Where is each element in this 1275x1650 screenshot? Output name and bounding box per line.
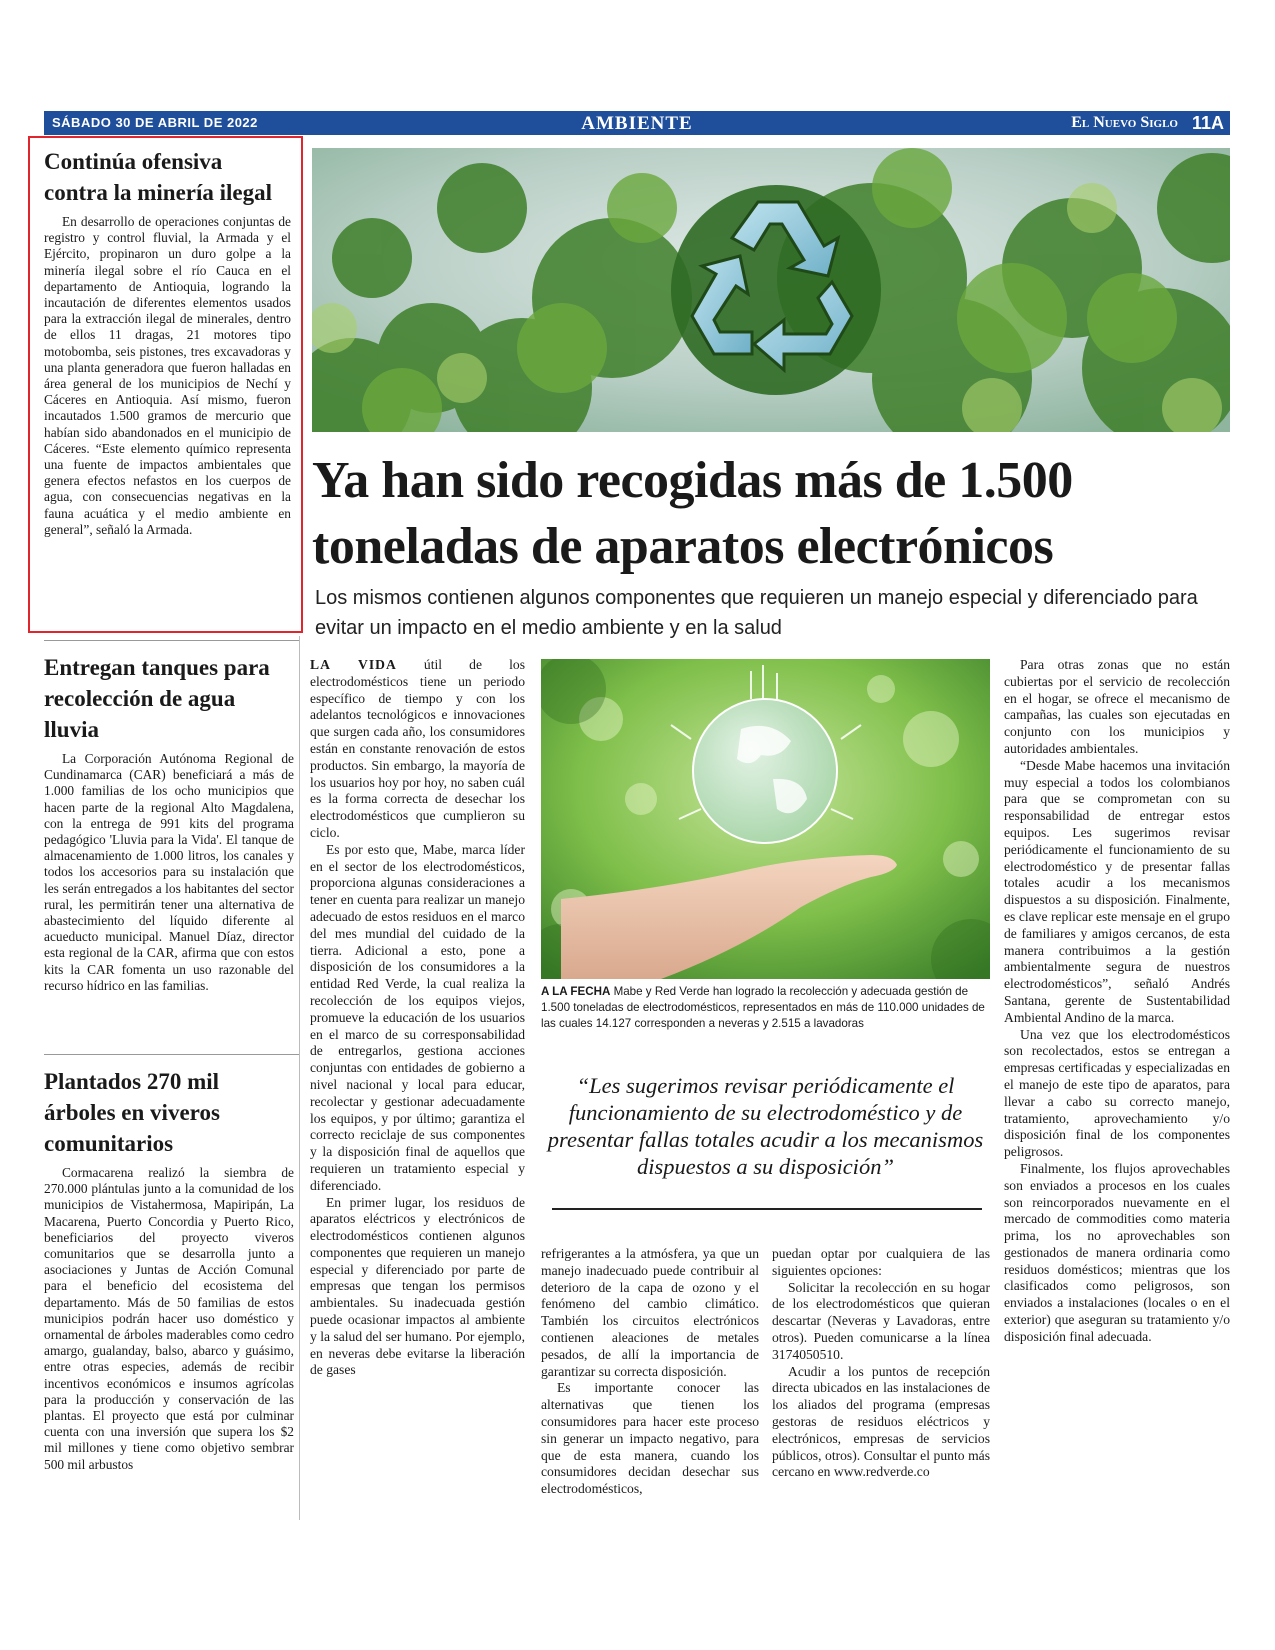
brief-mineria [44, 146, 291, 538]
article-paragraph: Solicitar la recolección en su hogar de los electrodomésticos que quieran descartar (Neveras y Lavadoras, entre otros). Pueden comunicarse a la línea 3174050510. [772, 1279, 990, 1362]
caption-lead: A LA FECHA [541, 985, 611, 998]
article-column-1 [310, 657, 525, 1379]
divider [44, 640, 299, 641]
article-paragraph: Es importante conocer las alternativas que tienen los consumidores para hacer este proceso sin generar un impacto negativo, para que de esta manera, cuando los consumidores decidan desechar sus electrodomésticos, [541, 1380, 759, 1497]
page-header-bar [44, 111, 1230, 135]
article-subhead: Los mismos contienen algunos componentes que requieren un manejo especial y diferenciado para evitar un impacto en el medio ambiente y en la salud [315, 587, 1198, 639]
caption-text: Mabe y Red Verde han logrado la recolección y adecuada gestión de 1.500 toneladas de electrodomésticos, representados en más de 110.000 unidades de las cuales 14.127 corresponden a neveras y 2.515 a lavadoras [541, 985, 985, 1030]
article-column-2 [541, 1246, 759, 1498]
issue-date: SÁBADO 30 DE ABRIL DE 2022 [52, 115, 258, 130]
article-paragraph: puedan optar por cualquiera de las siguientes opciones: [772, 1246, 990, 1278]
brief-tanques [44, 652, 294, 994]
hand-holding-globe-photo [541, 659, 990, 979]
lead-word: LA VIDA [310, 657, 397, 672]
brief-body: Cormacarena realizó la siembra de 270.000 plántulas junto a la comunidad de los municipios de Vistahermosa, Mapiripán, La Macarena, Puerto Concordia y Puerto Rico, beneficiarios del proyecto viveros comunitarios que se desarrolla junto a asociaciones y Juntas de Acción Comunal para el beneficio del ecosistema del departamento. Más de 50 familias de estos municipios podrán hacer uso doméstico y ornamental de árboles maderables como cedro amargo, gualanday, balso, abarco y guásimo, entre otras especies, además de recibir incentivos económicos e insumos agrícolas para la producción y conservación de las plantas. El proyecto que está por culminar cuenta con una inversión que supera los $2 mil millones y tiene como objetivo sembrar 500 mil arbustos [44, 1165, 294, 1472]
article-paragraph: “Desde Mabe hacemos una invitación muy especial a todos los colombianos para que se comprometan con su responsabilidad de entregar estos equipos. Les sugerimos revisar periódicamente el funcionamiento de su electrodoméstico y de presentar fallas totales acudir a los mecanismos dispuestos a su disposición. Finalmente, es clave replicar este mensaje en el grupo de familiares y amigos cercanos, de esta manera contribuimos a la gestión ambientalmente segura de nuestros electrodomésticos”, señaló Andrés Santana, gerente de Sustentabilidad Ambiental Andino de la marca. [1004, 757, 1230, 1025]
article-paragraph: Finalmente, los flujos aprovechables son enviados a procesos en los cuales son reincorporados nuevamente en el mercado de commodities como materia prima, los no aprovechables son gestionados de manera ordinaria como residuos domésticos; mientras que los clasificados como peligrosos, son enviados a instalaciones (locales o en el exterior) que aseguran su tratamiento y/o disposición final adecuada. [1004, 1160, 1230, 1344]
brief-body: La Corporación Autónoma Regional de Cundinamarca (CAR) beneficiará a más de 1.000 familias de los ocho municipios que hacen parte de la regional Alto Magdalena, con la entrega de 991 kits del programa pedagógico 'Lluvia para la Vida'. El tanque de almacenamiento de 1.000 litros, los canales y todos los accesorios para su instalación que les serán entregados a los habitantes del sector rural, les permitirán tener una alternativa de abastecimiento del líquido diferente al acueducto municipal. Manuel Díaz, director esta regional de la CAR, afirma que con estos kits la CAR fomenta un uso razonable del recurso hídrico en las familias. [44, 751, 294, 993]
article-paragraph: Es por esto que, Mabe, marca líder en el sector de los electrodomésticos, proporciona algunas consideraciones a tener en cuenta para realizar un manejo adecuado de estos residuos en el marco del mes mundial del cuidado de la tierra. Adicional a esto, pone a disposición de los consumidores a la entidad Red Verde, la cual realiza la recolección de los equipos viejos, promueve la educación de los usuarios en el marco de su corresponsabilidad de entregarlos, gestiona acciones conjuntas con entidades de gobierno a nivel nacional y local para educar, recolectar y gestionar adecuadamente los equipos, y por último; garantiza el correcto reciclaje de sus componentes y la disposición final de aquellos que requieren un tratamiento especial y diferenciado. [310, 841, 525, 1193]
article-paragraph: En primer lugar, los residuos de aparatos eléctricos y electrónicos de electrodomésticos contienen algunos componentes que requieren un manejo especial y diferenciado por parte de empresas que tengan los permisos ambientales. Su inadecuada gestión puede ocasionar impactos al ambiente y la salud del ser humano. Por ejemplo, en neveras debe evitarse la liberación de gases [310, 1194, 525, 1378]
brief-title: Continúa ofensiva contra la minería ilegal [44, 149, 273, 205]
article-column-4 [1004, 657, 1230, 1346]
column-rule [299, 636, 300, 1520]
article-paragraph: refrigerantes a la atmósfera, ya que un manejo inadecuado puede contribuir al deterioro de la capa de ozono y el fenómeno del cambio climático. También los circuitos electrónicos contienen aleaciones de metales pesados, de allí la importancia de garantizar su correcta disposición. [541, 1246, 759, 1379]
brief-body: En desarrollo de operaciones conjuntas de registro y control fluvial, la Armada y el Ejército, propinaron un duro golpe a la minería ilegal sobre el río Cauca en el departamento de Antioquia, logrando la incautación de diferentes elementos usados para la extracción ilegal de minerales, dentro de ellos 11 dragas, 21 motores tipo motobomba, seis pistones, tres excavadoras y una planta generadora que fueron halladas en área general de los municipios de Nechí y Cáceres en Antioquia. Así mismo, fueron incautados 1.500 gramos de mercurio que habían sido abandonados en el municipio de Cáceres. “Este elemento químico representa una fuente de impactos ambientales que genera efectos nefastos en los cuerpos de agua, con consecuencias negativas en la fauna acuática y el medio ambiente en general”, señaló la Armada. [44, 214, 291, 537]
article-paragraph: Acudir a los puntos de recepción directa ubicados en las instalaciones de los aliados del programa (empresas gestoras de residuos eléctricos y electrónicos, empresas de servicios públicos, otros). Consultar el punto más cercano en www.redverde.co [772, 1363, 990, 1480]
article-paragraph: Para otras zonas que no están cubiertas por el servicio de recolección en el hogar, se ofrece el mecanismo de campañas, las cuales son ejecutadas en conjunto con los municipios y autoridades ambientales. [1004, 657, 1230, 756]
brief-title: Entregan tanques para recolección de agua lluvia [44, 655, 270, 742]
article-headline: Ya han sido recogidas más de 1.500 toneladas de aparatos electrónicos [312, 452, 1073, 575]
photo-caption [541, 984, 990, 1032]
brief-title: Plantados 270 mil árboles en viveros comunitarios [44, 1069, 220, 1156]
divider [44, 1054, 299, 1055]
brief-arboles [44, 1066, 294, 1473]
pull-quote: “Les sugerimos revisar periódicamente el funcionamiento de su electrodoméstico y de presentar fallas totales acudir a los mecanismos dispuestos a su disposición” [547, 1073, 984, 1179]
recycle-symbol-forest-photo [312, 148, 1230, 432]
article-paragraph: Una vez que los electrodomésticos son recolectados, estos se entregan a empresas certificadas y especializadas en el manejo de este tipo de aparatos, para llevar a cabo su correcto manejo, tratamiento, aprovechamiento y/o disposición final de los componentes peligrosos. [1004, 1026, 1230, 1160]
article-paragraph: LA VIDA útil de los electrodomésticos tiene un periodo específico de tiempo y con los adelantos tecnológicos e innovaciones que surgen cada año, los consumidores están en constante renovación de estos productos. Sin embargo, la mayoría de los usuarios hoy por hoy, no saben cuál es la forma correcta de desechar los electrodomésticos que cumplieron su ciclo. [310, 657, 525, 840]
article-column-3 [772, 1246, 990, 1481]
section-title: AMBIENTE [581, 113, 693, 134]
page-number: 11A [1191, 113, 1224, 133]
pull-quote-rule [552, 1208, 982, 1210]
newspaper-name: El Nuevo Siglo [1071, 114, 1178, 131]
